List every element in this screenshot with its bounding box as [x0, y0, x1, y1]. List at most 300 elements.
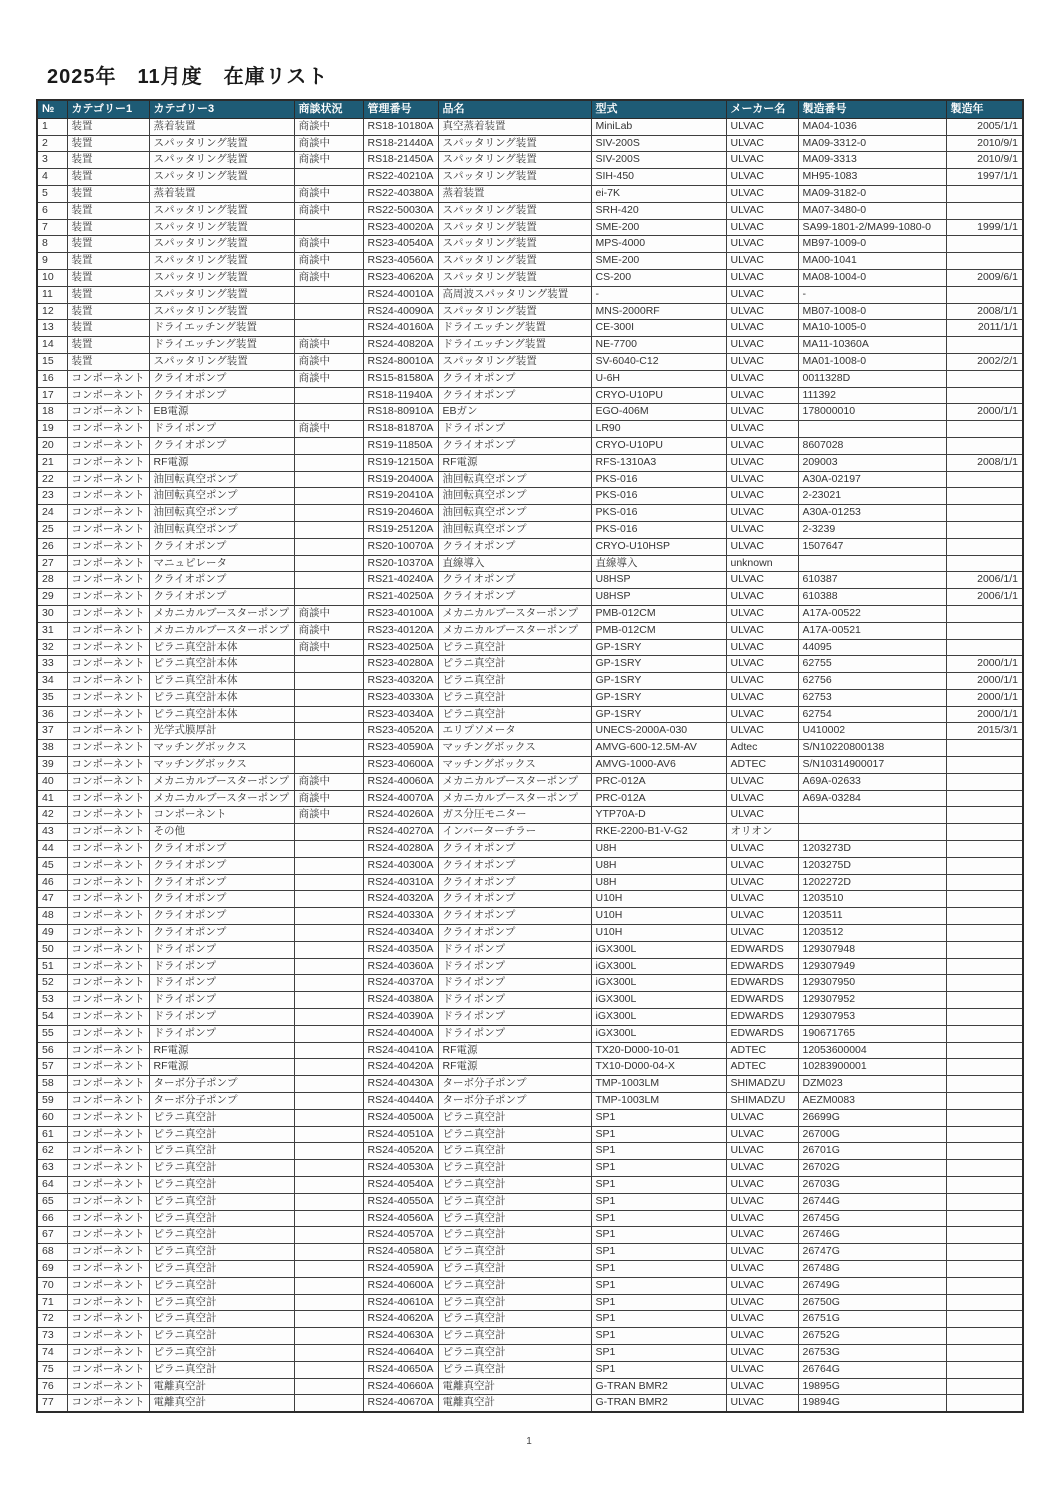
cell-category3: RF電源	[149, 454, 294, 471]
cell-serial-number: MA08-1004-0	[798, 269, 946, 286]
cell-category1: コンポーネント	[67, 1361, 149, 1378]
cell-serial-number: 26744G	[798, 1193, 946, 1210]
cell-item-name: ピラニ真空計	[438, 639, 591, 656]
cell-maker-name: ULVAC	[726, 437, 798, 454]
table-row	[37, 857, 1023, 874]
table-row	[37, 1109, 1023, 1126]
cell-category1: コンポーネント	[67, 975, 149, 992]
cell-control-number: RS24-40440A	[363, 1093, 438, 1110]
table-row	[37, 1009, 1023, 1026]
table-row	[37, 1059, 1023, 1076]
cell-manufacture-year	[946, 421, 1023, 438]
cell-manufacture-year	[946, 790, 1023, 807]
cell-serial-number: 26751G	[798, 1311, 946, 1328]
cell-model: U8H	[591, 841, 726, 858]
cell-category1: コンポーネント	[67, 1009, 149, 1026]
column-header-model: 型式	[591, 100, 726, 118]
cell-control-number: RS24-40340A	[363, 925, 438, 942]
table-row	[37, 807, 1023, 824]
cell-category3: ピラニ真空計	[149, 1361, 294, 1378]
cell-manufacture-year	[946, 639, 1023, 656]
cell-category3: クライオポンプ	[149, 925, 294, 942]
cell-model: SP1	[591, 1328, 726, 1345]
cell-no: 61	[37, 1126, 67, 1143]
cell-manufacture-year	[946, 1294, 1023, 1311]
cell-manufacture-year	[946, 773, 1023, 790]
table-row	[37, 555, 1023, 572]
table-row	[37, 219, 1023, 236]
cell-no: 36	[37, 706, 67, 723]
cell-negotiation-status	[294, 1109, 363, 1126]
cell-serial-number: MB07-1008-0	[798, 303, 946, 320]
cell-category1: コンポーネント	[67, 387, 149, 404]
cell-no: 75	[37, 1361, 67, 1378]
cell-item-name: クライオポンプ	[438, 387, 591, 404]
cell-category3: ターボ分子ポンプ	[149, 1093, 294, 1110]
cell-category1: コンポーネント	[67, 723, 149, 740]
cell-manufacture-year	[946, 1395, 1023, 1412]
cell-maker-name: ULVAC	[726, 118, 798, 135]
cell-category3: ピラニ真空計本体	[149, 656, 294, 673]
cell-item-name: スパッタリング装置	[438, 202, 591, 219]
cell-model: LR90	[591, 421, 726, 438]
cell-model: SME-200	[591, 219, 726, 236]
cell-serial-number: 1203275D	[798, 857, 946, 874]
table-row	[37, 1344, 1023, 1361]
cell-item-name: クライオポンプ	[438, 908, 591, 925]
cell-no: 51	[37, 958, 67, 975]
table-row	[37, 286, 1023, 303]
cell-item-name: ピラニ真空計	[438, 656, 591, 673]
cell-serial-number: S/N10220800138	[798, 740, 946, 757]
cell-category3: メカニカルブースターポンプ	[149, 605, 294, 622]
cell-control-number: RS23-40100A	[363, 605, 438, 622]
cell-model: RKE-2200-B1-V-G2	[591, 824, 726, 841]
cell-category3: スパッタリング装置	[149, 169, 294, 186]
cell-category3: クライオポンプ	[149, 538, 294, 555]
cell-negotiation-status	[294, 958, 363, 975]
cell-item-name: ピラニ真空計	[438, 1294, 591, 1311]
cell-serial-number: 62756	[798, 673, 946, 690]
cell-negotiation-status: 商談中	[294, 118, 363, 135]
cell-control-number: RS24-40090A	[363, 303, 438, 320]
cell-item-name: 油回転真空ポンプ	[438, 505, 591, 522]
cell-model: UNECS-2000A-030	[591, 723, 726, 740]
cell-item-name: クライオポンプ	[438, 370, 591, 387]
cell-serial-number: 1203510	[798, 891, 946, 908]
cell-model: TX10-D000-04-X	[591, 1059, 726, 1076]
cell-control-number: RS19-20400A	[363, 471, 438, 488]
cell-control-number: RS24-40540A	[363, 1177, 438, 1194]
cell-control-number: RS24-40660A	[363, 1378, 438, 1395]
cell-item-name: ドライポンプ	[438, 992, 591, 1009]
cell-model: GP-1SRY	[591, 639, 726, 656]
cell-no: 24	[37, 505, 67, 522]
cell-category1: コンポーネント	[67, 1177, 149, 1194]
cell-control-number: RS18-80910A	[363, 404, 438, 421]
cell-serial-number: 26750G	[798, 1294, 946, 1311]
cell-negotiation-status	[294, 757, 363, 774]
cell-negotiation-status	[294, 1395, 363, 1412]
cell-category1: コンポーネント	[67, 992, 149, 1009]
cell-control-number: RS23-40340A	[363, 706, 438, 723]
cell-negotiation-status	[294, 219, 363, 236]
cell-model: 直線導入	[591, 555, 726, 572]
cell-category1: コンポーネント	[67, 1344, 149, 1361]
cell-item-name: ドライポンプ	[438, 958, 591, 975]
cell-serial-number	[798, 807, 946, 824]
cell-negotiation-status	[294, 572, 363, 589]
table-row	[37, 538, 1023, 555]
cell-category3: ドライポンプ	[149, 421, 294, 438]
cell-model: MNS-2000RF	[591, 303, 726, 320]
cell-serial-number: MA09-3312-0	[798, 135, 946, 152]
cell-serial-number: MA00-1041	[798, 253, 946, 270]
cell-maker-name: ULVAC	[726, 656, 798, 673]
cell-negotiation-status	[294, 169, 363, 186]
cell-category3: マッチングボックス	[149, 740, 294, 757]
cell-category1: コンポーネント	[67, 1143, 149, 1160]
cell-no: 68	[37, 1244, 67, 1261]
cell-no: 64	[37, 1177, 67, 1194]
table-row	[37, 454, 1023, 471]
cell-model: SP1	[591, 1344, 726, 1361]
cell-maker-name: ADTEC	[726, 1042, 798, 1059]
cell-serial-number: A17A-00521	[798, 622, 946, 639]
cell-category3: スパッタリング装置	[149, 269, 294, 286]
cell-negotiation-status	[294, 1328, 363, 1345]
cell-maker-name: ULVAC	[726, 639, 798, 656]
cell-control-number: RS24-40500A	[363, 1109, 438, 1126]
cell-no: 44	[37, 841, 67, 858]
cell-serial-number: 19895G	[798, 1378, 946, 1395]
cell-category1: コンポーネント	[67, 1328, 149, 1345]
cell-serial-number: A69A-02633	[798, 773, 946, 790]
table-row	[37, 639, 1023, 656]
cell-model: SP1	[591, 1160, 726, 1177]
cell-model: AMVG-1000-AV6	[591, 757, 726, 774]
cell-control-number: RS24-40300A	[363, 857, 438, 874]
cell-serial-number: 1203273D	[798, 841, 946, 858]
cell-category3: ドライポンプ	[149, 941, 294, 958]
cell-control-number: RS24-40370A	[363, 975, 438, 992]
cell-manufacture-year: 2010/9/1	[946, 152, 1023, 169]
cell-negotiation-status	[294, 925, 363, 942]
table-row	[37, 773, 1023, 790]
table-row	[37, 1244, 1023, 1261]
cell-control-number: RS24-80010A	[363, 353, 438, 370]
cell-negotiation-status	[294, 1294, 363, 1311]
cell-maker-name: ULVAC	[726, 1126, 798, 1143]
cell-manufacture-year	[946, 1328, 1023, 1345]
cell-item-name: ピラニ真空計	[438, 1277, 591, 1294]
cell-maker-name: ULVAC	[726, 1210, 798, 1227]
cell-maker-name: ULVAC	[726, 1395, 798, 1412]
cell-no: 13	[37, 320, 67, 337]
cell-manufacture-year	[946, 437, 1023, 454]
cell-model: iGX300L	[591, 975, 726, 992]
cell-item-name: ピラニ真空計	[438, 1311, 591, 1328]
table-row	[37, 370, 1023, 387]
cell-manufacture-year: 2000/1/1	[946, 706, 1023, 723]
cell-maker-name: ULVAC	[726, 925, 798, 942]
cell-no: 15	[37, 353, 67, 370]
cell-manufacture-year	[946, 1093, 1023, 1110]
cell-negotiation-status: 商談中	[294, 135, 363, 152]
cell-negotiation-status: 商談中	[294, 773, 363, 790]
cell-control-number: RS24-40310A	[363, 874, 438, 891]
cell-no: 47	[37, 891, 67, 908]
cell-negotiation-status	[294, 1193, 363, 1210]
cell-category1: コンポーネント	[67, 874, 149, 891]
cell-model: SRH-420	[591, 202, 726, 219]
cell-category3: メカニカルブースターポンプ	[149, 622, 294, 639]
cell-no: 4	[37, 169, 67, 186]
cell-maker-name: ULVAC	[726, 773, 798, 790]
cell-maker-name: ULVAC	[726, 1260, 798, 1277]
table-row	[37, 723, 1023, 740]
cell-control-number: RS20-10370A	[363, 555, 438, 572]
cell-maker-name: ULVAC	[726, 1378, 798, 1395]
cell-negotiation-status	[294, 723, 363, 740]
cell-category3: ピラニ真空計	[149, 1277, 294, 1294]
cell-negotiation-status	[294, 538, 363, 555]
cell-negotiation-status: 商談中	[294, 421, 363, 438]
cell-control-number: RS24-40070A	[363, 790, 438, 807]
table-row	[37, 622, 1023, 639]
cell-model: TX20-D000-10-01	[591, 1042, 726, 1059]
cell-manufacture-year: 1999/1/1	[946, 219, 1023, 236]
table-row	[37, 941, 1023, 958]
cell-model: SP1	[591, 1193, 726, 1210]
cell-serial-number: 26703G	[798, 1177, 946, 1194]
cell-serial-number: 1507647	[798, 538, 946, 555]
cell-maker-name: ULVAC	[726, 1160, 798, 1177]
cell-model: CE-300I	[591, 320, 726, 337]
cell-negotiation-status	[294, 1042, 363, 1059]
cell-category1: コンポーネント	[67, 404, 149, 421]
cell-category3: ピラニ真空計	[149, 1143, 294, 1160]
cell-model: SP1	[591, 1109, 726, 1126]
cell-category3: 油回転真空ポンプ	[149, 488, 294, 505]
cell-model: CRYO-U10HSP	[591, 538, 726, 555]
cell-no: 66	[37, 1210, 67, 1227]
cell-control-number: RS18-11940A	[363, 387, 438, 404]
cell-category1: コンポーネント	[67, 521, 149, 538]
cell-no: 14	[37, 337, 67, 354]
cell-item-name: ピラニ真空計	[438, 1160, 591, 1177]
cell-maker-name: ULVAC	[726, 169, 798, 186]
cell-category3: ピラニ真空計	[149, 1210, 294, 1227]
cell-no: 11	[37, 286, 67, 303]
cell-item-name: スパッタリング装置	[438, 303, 591, 320]
cell-category3: コンポーネント	[149, 807, 294, 824]
cell-serial-number: SA99-1801-2/MA99-1080-0	[798, 219, 946, 236]
cell-model: SME-200	[591, 253, 726, 270]
cell-manufacture-year	[946, 538, 1023, 555]
cell-model: PRC-012A	[591, 790, 726, 807]
cell-model: CS-200	[591, 269, 726, 286]
cell-category1: コンポーネント	[67, 370, 149, 387]
cell-category1: コンポーネント	[67, 437, 149, 454]
cell-category1: コンポーネント	[67, 740, 149, 757]
table-row	[37, 874, 1023, 891]
cell-maker-name: ULVAC	[726, 454, 798, 471]
cell-no: 43	[37, 824, 67, 841]
cell-maker-name: ULVAC	[726, 1277, 798, 1294]
cell-category1: コンポーネント	[67, 639, 149, 656]
cell-item-name: スパッタリング装置	[438, 135, 591, 152]
cell-category3: ドライポンプ	[149, 992, 294, 1009]
cell-control-number: RS24-40280A	[363, 841, 438, 858]
cell-manufacture-year	[946, 992, 1023, 1009]
cell-model: SIV-200S	[591, 152, 726, 169]
cell-manufacture-year	[946, 807, 1023, 824]
cell-item-name: ドライポンプ	[438, 941, 591, 958]
cell-maker-name: EDWARDS	[726, 975, 798, 992]
cell-maker-name: ULVAC	[726, 790, 798, 807]
cell-control-number: RS24-40330A	[363, 908, 438, 925]
cell-no: 21	[37, 454, 67, 471]
table-row	[37, 1143, 1023, 1160]
cell-model: G-TRAN BMR2	[591, 1395, 726, 1412]
cell-category1: 装置	[67, 219, 149, 236]
cell-manufacture-year	[946, 1143, 1023, 1160]
cell-item-name: ガス分圧モニター	[438, 807, 591, 824]
cell-item-name: 高周波スパッタリング装置	[438, 286, 591, 303]
cell-model: SIV-200S	[591, 135, 726, 152]
cell-serial-number: 26747G	[798, 1244, 946, 1261]
cell-model: U8H	[591, 874, 726, 891]
table-row	[37, 1395, 1023, 1412]
cell-control-number: RS24-40670A	[363, 1395, 438, 1412]
cell-no: 18	[37, 404, 67, 421]
cell-no: 42	[37, 807, 67, 824]
cell-item-name: 電離真空計	[438, 1395, 591, 1412]
cell-serial-number: 129307948	[798, 941, 946, 958]
cell-category3: メカニカルブースターポンプ	[149, 773, 294, 790]
cell-negotiation-status	[294, 841, 363, 858]
column-header-manufacture-year: 製造年	[946, 100, 1023, 118]
cell-no: 58	[37, 1076, 67, 1093]
cell-category1: 装置	[67, 286, 149, 303]
cell-category1: コンポーネント	[67, 1042, 149, 1059]
cell-no: 25	[37, 521, 67, 538]
cell-control-number: RS23-40540A	[363, 236, 438, 253]
table-row	[37, 1076, 1023, 1093]
cell-item-name: クライオポンプ	[438, 538, 591, 555]
cell-category1: 装置	[67, 202, 149, 219]
cell-model: G-TRAN BMR2	[591, 1378, 726, 1395]
cell-no: 39	[37, 757, 67, 774]
cell-manufacture-year	[946, 1193, 1023, 1210]
cell-serial-number: MA11-10360A	[798, 337, 946, 354]
cell-category1: 装置	[67, 269, 149, 286]
cell-serial-number: 209003	[798, 454, 946, 471]
cell-item-name: クライオポンプ	[438, 925, 591, 942]
cell-serial-number: 129307949	[798, 958, 946, 975]
cell-item-name: RF電源	[438, 1059, 591, 1076]
cell-maker-name: ULVAC	[726, 1311, 798, 1328]
cell-category3: ピラニ真空計	[149, 1311, 294, 1328]
cell-category3: ピラニ真空計	[149, 1193, 294, 1210]
table-row	[37, 505, 1023, 522]
cell-maker-name: ULVAC	[726, 706, 798, 723]
cell-model: AMVG-600-12.5M-AV	[591, 740, 726, 757]
table-row	[37, 673, 1023, 690]
cell-serial-number: 1203512	[798, 925, 946, 942]
cell-category3: メカニカルブースターポンプ	[149, 790, 294, 807]
cell-category3: ピラニ真空計本体	[149, 689, 294, 706]
cell-item-name: ピラニ真空計	[438, 1328, 591, 1345]
cell-serial-number: 10283900001	[798, 1059, 946, 1076]
cell-serial-number: AEZM0083	[798, 1093, 946, 1110]
cell-category3: スパッタリング装置	[149, 135, 294, 152]
cell-control-number: RS24-40590A	[363, 1260, 438, 1277]
cell-no: 5	[37, 185, 67, 202]
cell-item-name: EBガン	[438, 404, 591, 421]
cell-negotiation-status: 商談中	[294, 236, 363, 253]
cell-maker-name: ULVAC	[726, 807, 798, 824]
cell-model: ei-7K	[591, 185, 726, 202]
cell-serial-number: MH95-1083	[798, 169, 946, 186]
cell-category3: スパッタリング装置	[149, 353, 294, 370]
cell-maker-name: ULVAC	[726, 521, 798, 538]
cell-item-name: クライオポンプ	[438, 857, 591, 874]
cell-model: iGX300L	[591, 1025, 726, 1042]
cell-no: 62	[37, 1143, 67, 1160]
cell-model: CRYO-U10PU	[591, 437, 726, 454]
cell-no: 71	[37, 1294, 67, 1311]
cell-manufacture-year	[946, 605, 1023, 622]
cell-negotiation-status	[294, 1143, 363, 1160]
cell-no: 65	[37, 1193, 67, 1210]
cell-model: SP1	[591, 1311, 726, 1328]
cell-manufacture-year	[946, 1361, 1023, 1378]
cell-serial-number: 8607028	[798, 437, 946, 454]
table-row	[37, 908, 1023, 925]
cell-control-number: RS21-40250A	[363, 589, 438, 606]
cell-category3: 油回転真空ポンプ	[149, 521, 294, 538]
cell-category3: ピラニ真空計	[149, 1328, 294, 1345]
table-row	[37, 958, 1023, 975]
cell-no: 53	[37, 992, 67, 1009]
cell-maker-name: ULVAC	[726, 269, 798, 286]
cell-negotiation-status: 商談中	[294, 269, 363, 286]
cell-negotiation-status: 商談中	[294, 202, 363, 219]
cell-category1: コンポーネント	[67, 471, 149, 488]
cell-item-name: ターボ分子ポンプ	[438, 1076, 591, 1093]
cell-no: 49	[37, 925, 67, 942]
cell-manufacture-year	[946, 488, 1023, 505]
cell-category3: 蒸着装置	[149, 118, 294, 135]
cell-control-number: RS19-12150A	[363, 454, 438, 471]
cell-category3: クライオポンプ	[149, 572, 294, 589]
cell-manufacture-year	[946, 1109, 1023, 1126]
cell-control-number: RS18-21450A	[363, 152, 438, 169]
cell-negotiation-status	[294, 1227, 363, 1244]
cell-negotiation-status	[294, 454, 363, 471]
cell-no: 50	[37, 941, 67, 958]
cell-serial-number: 2-3239	[798, 521, 946, 538]
cell-category1: コンポーネント	[67, 1378, 149, 1395]
cell-category3: ピラニ真空計本体	[149, 673, 294, 690]
cell-serial-number: MA01-1008-0	[798, 353, 946, 370]
cell-control-number: RS24-40570A	[363, 1227, 438, 1244]
cell-category3: クライオポンプ	[149, 841, 294, 858]
cell-serial-number: 610388	[798, 589, 946, 606]
cell-maker-name: EDWARDS	[726, 992, 798, 1009]
